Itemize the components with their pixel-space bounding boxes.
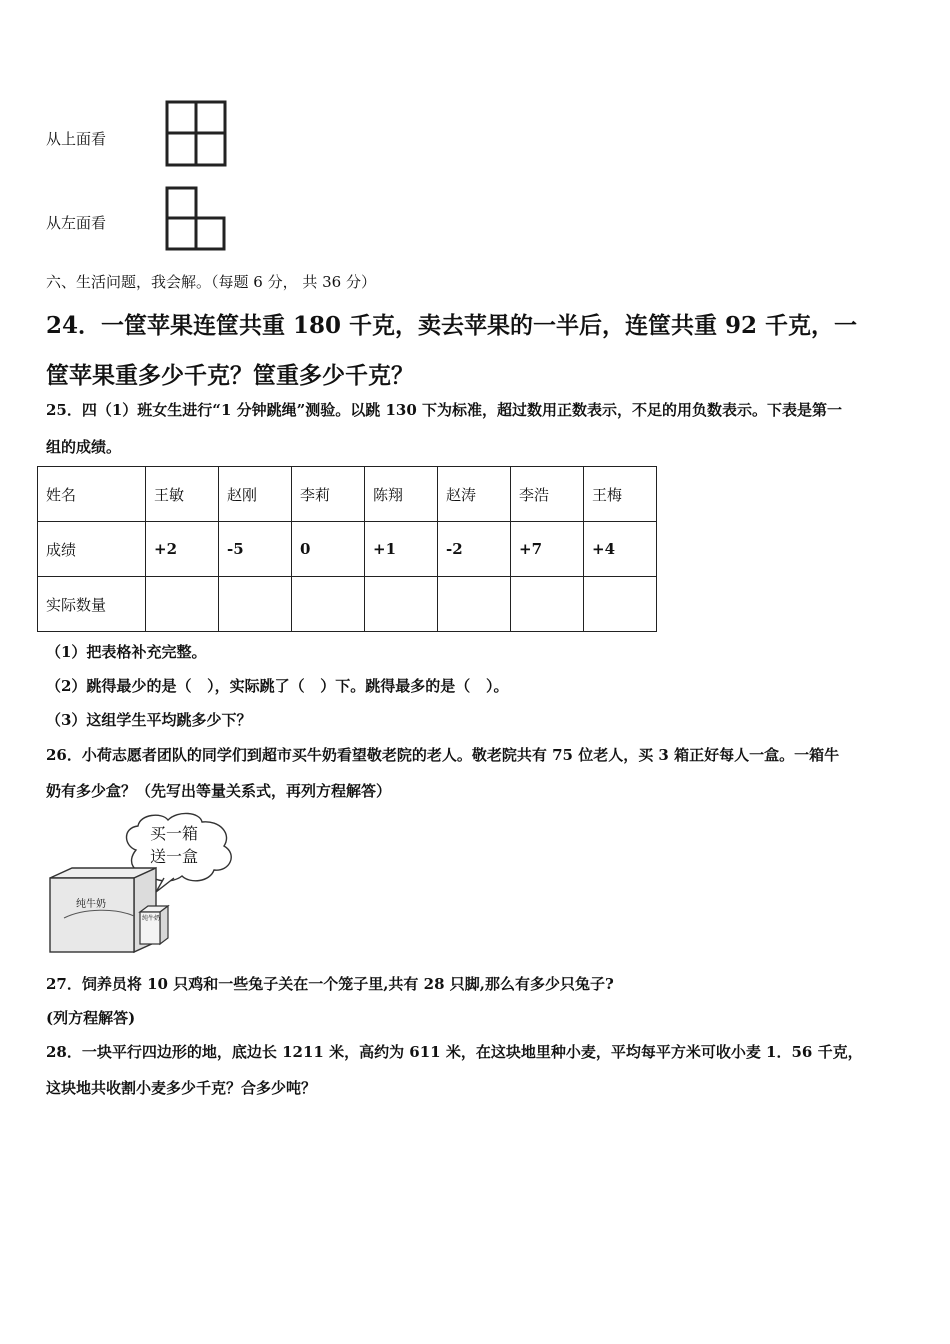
q26-line1: 26．小荷志愿者团队的同学们到超市买牛奶看望敬老院的老人。敬老院共有 75 位老人，买 3 箱正好每人一盒。一箱牛 [46,746,840,764]
name-cell: 赵刚 [219,467,292,522]
name-cell: 陈翔 [365,467,438,522]
box-label: 纯牛奶 [76,899,106,910]
left-view-label: 从左面看 [46,214,107,232]
row-header-actual: 实际数量 [38,577,146,632]
table-row-scores [38,522,657,577]
row-header-name: 姓名 [38,467,146,522]
score-cell: -5 [219,522,292,577]
q25-line2: 组的成绩。 [46,438,122,456]
q25-line1: 25．四（1）班女生进行“1 分钟跳绳”测验。以跳 130 下为标准，超过数用正数表示，不足的用负数表示。下表是第一 [46,401,842,419]
q25-sub2: （2）跳得最少的是（ ），实际跳了（ ）下。跳得最多的是（ ）。 [46,677,509,695]
score-table [37,466,657,632]
top-view-label: 从上面看 [46,130,107,148]
actual-cell [438,577,511,632]
score-cell: -2 [438,522,511,577]
milk-illustration [44,812,244,954]
name-cell: 李莉 [292,467,365,522]
score-cell: +7 [511,522,584,577]
section-6-heading: 六、生活问题，我会解。（每题 6 分， 共 36 分） [46,273,376,291]
table-row-names [38,467,657,522]
left-view-figure [165,186,227,252]
q25-sub3: （3）这组学生平均跳多少下？ [46,711,252,729]
name-cell: 王梅 [584,467,657,522]
q26-line2: 奶有多少盒？（先写出等量关系式，再列方程解答） [46,782,392,800]
score-cell: +2 [146,522,219,577]
q28-line2: 这块地共收割小麦多少千克？合多少吨？ [46,1079,317,1097]
top-view-figure [165,100,227,168]
name-cell: 赵涛 [438,467,511,522]
actual-cell [292,577,365,632]
actual-cell [511,577,584,632]
table-row-actual [38,577,657,632]
q28-line1: 28．一块平行四边形的地，底边长 1211 米，高约为 611 米，在这块地里种小麦，平均每平方米可收小麦 1．56 千克， [46,1043,863,1061]
actual-cell [146,577,219,632]
q24-line1: 24．一筐苹果连筐共重 180 千克，卖去苹果的一半后，连筐共重 92 千克，一 [46,312,858,339]
score-cell: 0 [292,522,365,577]
q25-sub1: （1）把表格补充完整。 [46,643,207,661]
row-header-score: 成绩 [38,522,146,577]
actual-cell [365,577,438,632]
q27-line1: 27．饲养员将 10 只鸡和一些兔子关在一个笼子里,共有 28 只脚,那么有多少只兔子? [46,975,614,993]
actual-cell [584,577,657,632]
q27-line2: (列方程解答) [46,1009,136,1027]
score-cell: +4 [584,522,657,577]
carton-label: 纯牛奶 [142,915,161,922]
bubble-line2: 送一盒 [150,847,199,866]
bubble-line1: 买一箱 [150,824,199,843]
score-cell: +1 [365,522,438,577]
q24-line2: 筐苹果重多少千克？筐重多少千克？ [46,362,414,389]
name-cell: 李浩 [511,467,584,522]
name-cell: 王敏 [146,467,219,522]
actual-cell [219,577,292,632]
